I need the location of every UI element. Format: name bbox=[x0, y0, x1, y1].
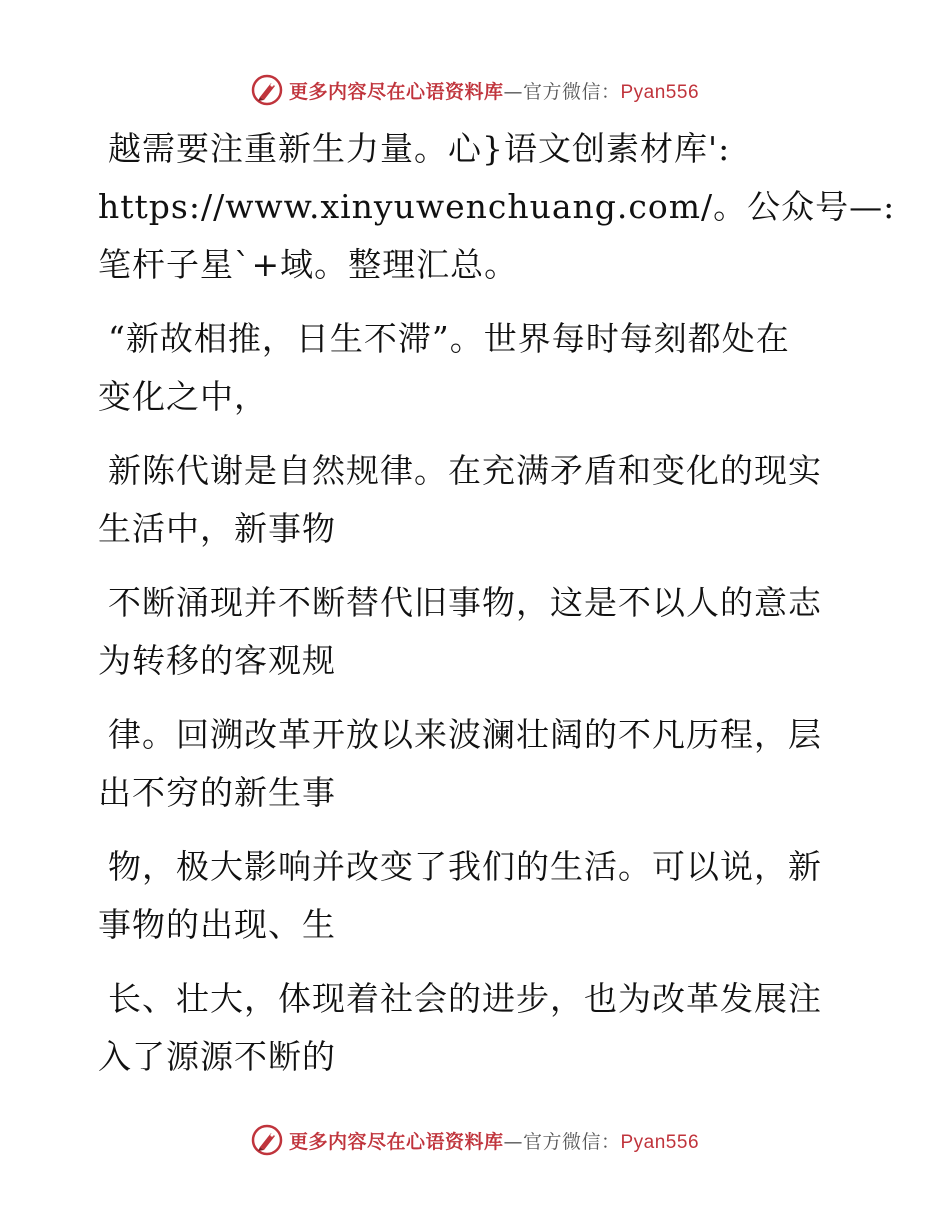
pen-logo-icon bbox=[251, 74, 283, 106]
text-line: 新陈代谢是自然规律。在充满矛盾和变化的现实 bbox=[108, 451, 822, 490]
document-body bbox=[98, 120, 896, 1102]
footer-wechat-id: Pyan556 bbox=[620, 1131, 700, 1153]
text-line: 变化之中， bbox=[98, 377, 268, 416]
text-line: “新故相推，日生不滞”。世界每时每刻都处在 bbox=[108, 319, 790, 358]
text-line: 不断涌现并不断替代旧事物，这是不以人的意志 bbox=[108, 583, 822, 622]
text-line: 生活中，新事物 bbox=[98, 509, 336, 548]
pen-logo-icon bbox=[251, 1124, 283, 1156]
paragraph-3 bbox=[98, 442, 828, 558]
text-line: 出不穷的新生事 bbox=[98, 773, 336, 812]
header-separator: — bbox=[503, 80, 523, 103]
text-line: 事物的出现、生 bbox=[98, 905, 336, 944]
footer-banner bbox=[0, 1120, 950, 1160]
footer-wechat-label: 官方微信： bbox=[522, 1130, 621, 1153]
paragraph-7 bbox=[98, 970, 828, 1086]
paragraph-6 bbox=[98, 838, 828, 954]
header-wechat-id: Pyan556 bbox=[620, 81, 700, 103]
text-line: 入了源源不断的 bbox=[98, 1037, 336, 1076]
text-line: 物，极大影响并改变了我们的生活。可以说，新 bbox=[108, 847, 822, 886]
text-line: 律。回溯改革开放以来波澜壮阔的不凡历程，层 bbox=[108, 715, 822, 754]
paragraph-5 bbox=[98, 706, 828, 822]
footer-site-text: 更多内容尽在心语资料库 bbox=[288, 1130, 504, 1153]
footer-separator: — bbox=[503, 1130, 523, 1153]
paragraph-1 bbox=[98, 120, 896, 294]
header-banner-text bbox=[289, 77, 699, 104]
text-line: 笔杆子星`+域。整理汇总。 bbox=[98, 245, 519, 284]
text-line: 为转移的客观规 bbox=[98, 641, 336, 680]
header-banner bbox=[0, 70, 950, 110]
text-line: 长、壮大，体现着社会的进步，也为改革发展注 bbox=[108, 979, 822, 1018]
paragraph-4 bbox=[98, 574, 828, 690]
url-line: https://www.xinyuwenchuang.com/。公众号—: bbox=[98, 187, 896, 226]
header-wechat-label: 官方微信： bbox=[522, 80, 621, 103]
text-line: 越需要注重新生力量。心}语文创素材库': bbox=[108, 129, 731, 168]
paragraph-2 bbox=[98, 310, 828, 426]
footer-banner-text bbox=[289, 1127, 699, 1154]
header-site-text: 更多内容尽在心语资料库 bbox=[288, 80, 504, 103]
